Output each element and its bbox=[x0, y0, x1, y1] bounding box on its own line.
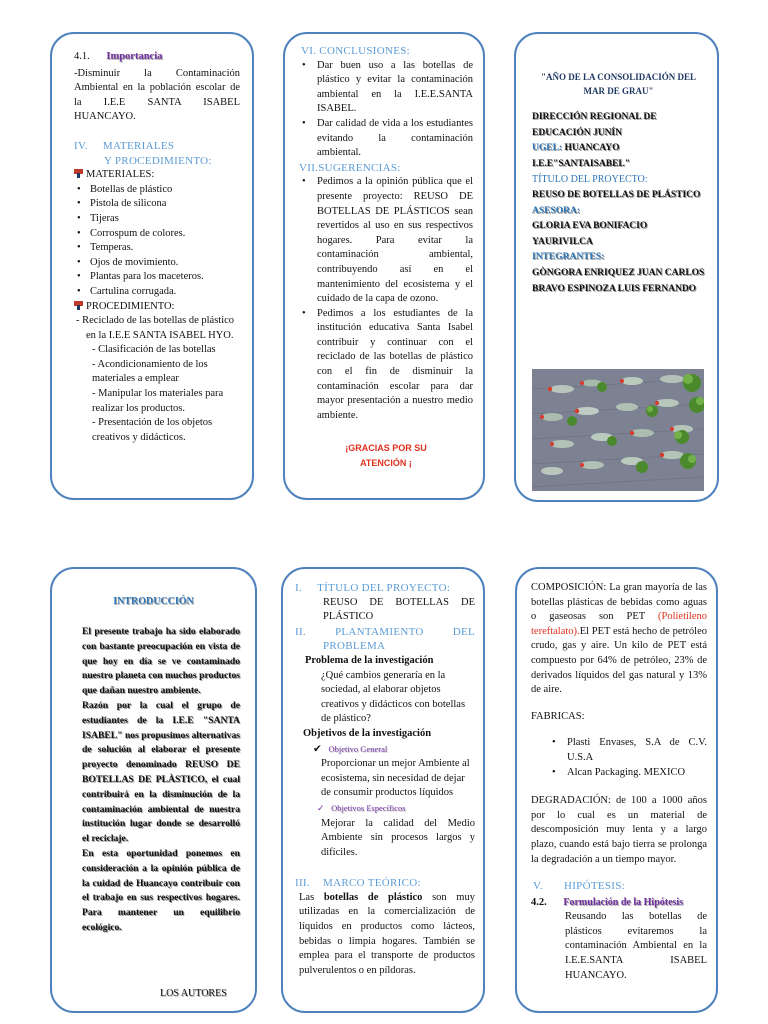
direccion-text: DIRECCIÓN REGIONAL DE EDUCACIÓN JUNÍN bbox=[532, 112, 657, 138]
anio-title: "AÑO DE LA CONSOLIDACIÓN DEL MAR DE GRAU" bbox=[540, 72, 697, 96]
section-number: 4.2. bbox=[531, 896, 547, 908]
introduccion-title: INTRODUCCIÓN bbox=[113, 596, 194, 607]
procedimiento-label-text: PROCEDIMIENTO: bbox=[86, 300, 175, 312]
planteamiento-heading bbox=[295, 625, 475, 640]
titulo-label: TÍTULO DEL PROYECTO: bbox=[317, 582, 451, 594]
gracias-line-2: ATENCIÓN ¡ bbox=[360, 458, 412, 469]
sugerencias-list bbox=[299, 175, 473, 423]
list-item: • Ojos de movimiento. bbox=[74, 256, 240, 271]
section-number: V. bbox=[533, 880, 543, 893]
composicion-b: El PET está hecho de petróleo crudo, gas y aire. Un kilo de PET está compuesto por 64% de petróleo, 23% de derivados líquidos del gas natural y 13% de aire. bbox=[531, 625, 707, 696]
importancia-text: -Disminuir la Contaminación Ambiental en la población escolar de la I.E.E SANTA ISABEL HUANCAYO. bbox=[74, 67, 240, 123]
asesora-label: ASESORA: bbox=[532, 205, 581, 216]
proc-main: - Reciclado de las botellas de plástico en la I.E.E SANTA ISABEL HYO. bbox=[76, 315, 235, 341]
materiales-label-text: MATERIALES: bbox=[86, 169, 155, 181]
gracias-text bbox=[299, 441, 473, 471]
marco-text bbox=[295, 891, 475, 979]
degradacion-text: DEGRADACIÓN: de 100 a 1000 años por lo cual es un material de descomposición muy lenta y a largo plazo, cuando está bajo tierra se prolonga la degradación a un tiempo mayor. bbox=[531, 795, 707, 865]
planteamiento-label-del: DEL bbox=[452, 625, 475, 638]
materiales-label bbox=[74, 168, 240, 183]
procedimiento-label bbox=[74, 300, 240, 315]
ugel-value: HUANCAYO bbox=[562, 143, 620, 154]
materiales-heading bbox=[74, 139, 240, 168]
list-item: • Pistola de silicona bbox=[74, 197, 240, 212]
list-item: • Alcan Packaging. MEXICO bbox=[549, 766, 707, 781]
list-item: • Tijeras bbox=[74, 212, 240, 227]
iee-text: I.E.E"SANTAISABEL" bbox=[532, 158, 631, 169]
gracias-line-1: ¡GRACIAS POR SU bbox=[345, 443, 427, 454]
bottle-wall-photo bbox=[532, 369, 704, 491]
checkmark-icon: ✔ bbox=[313, 743, 322, 755]
problema-text: ¿Qué cambios generaría en la sociedad, al elaborar objetos creativos y didácticos con botellas de plástico? bbox=[321, 669, 466, 725]
list-item: • Corrospum de colores. bbox=[74, 227, 240, 242]
fabricas-title: FABRICAS: bbox=[531, 710, 585, 722]
panel-importancia-materiales bbox=[50, 32, 254, 500]
list-item: • Botellas de plástico bbox=[74, 183, 240, 198]
marco-text-a: Las bbox=[299, 891, 324, 903]
list-item: • Plantas para los maceteros. bbox=[74, 270, 240, 285]
marco-heading bbox=[295, 876, 475, 891]
panel-composicion bbox=[515, 567, 718, 1013]
hipotesis-heading bbox=[531, 879, 707, 894]
sugerencias-title: VII.SUGERENCIAS: bbox=[299, 161, 401, 174]
conclusiones-title: VI. CONCLUSIONES: bbox=[301, 45, 410, 57]
list-item: • Pedimos a los estudiantes de la institución educativa Santa Isabel contribuir y continuar con el reciclado de las botellas de plástico con el fin de disminuir la contaminación escolar para dar mayor presentación a nuestro medio ambiente. bbox=[299, 307, 473, 424]
intro-para-3: En esta oportunidad ponemos en consideración a la opinión pública de la cuidad de Huancayo contribuir con el trabajo en sus respectivos hogares. Para mantener un equilibrio ecológico. bbox=[82, 847, 240, 933]
objetivos-title: Objetivos de la investigación bbox=[303, 727, 432, 739]
obj-general-row bbox=[295, 742, 475, 758]
formulacion-heading bbox=[531, 896, 707, 911]
list-item: • Pedimos a la opinión pública que el presente proyecto: REUSO DE BOTELLAS DE PLÁSTICOS sean revertidos al uso en sus respectivos hogares. Para evitar la contaminación ambiental, contribuyendo así en el mantenimiento del ecosistema y el cuidado de la capa de ozono. bbox=[299, 175, 473, 306]
importancia-title: Importancia bbox=[106, 51, 163, 62]
asesora-value: GLORIA EVA BONIFACIO YAURIVILCA bbox=[532, 221, 648, 247]
section-number: 4.1. bbox=[74, 51, 90, 62]
ugel-line bbox=[532, 141, 707, 157]
obj-especificos-label: Objetivos Específicos bbox=[331, 802, 406, 813]
problema-title: Problema de la investigación bbox=[305, 654, 434, 666]
hipotesis-label: HIPÓTESIS: bbox=[563, 880, 626, 893]
proc-step: - Acondicionamiento de los materiales a emplear bbox=[92, 358, 208, 385]
composicion-text bbox=[531, 581, 707, 698]
problema-label: PROBLEMA bbox=[323, 640, 386, 653]
section-number: III. bbox=[295, 877, 310, 890]
planteamiento-label: PLANTAMIENTO bbox=[335, 625, 424, 638]
marco-text-c: son muy utilizadas en la comercialización de líquidos en productos como lácteos, bebidas o limpia hogares. También se emplea para el transporte de productos pulverulentos o en píldoras. bbox=[299, 891, 475, 976]
autores-text: LOS AUTORES bbox=[160, 988, 227, 999]
section-number: II. bbox=[295, 625, 306, 638]
bottle-planters-image bbox=[532, 369, 704, 491]
integrante-1: GÒNGORA ENRIQUEZ JUAN CARLOS bbox=[532, 267, 705, 278]
composicion-red: (Polietileno tereftalato). bbox=[531, 611, 707, 637]
fabricas-list bbox=[531, 736, 707, 780]
procedimiento-title: Y PROCEDIMIENTO: bbox=[104, 154, 212, 167]
formulacion-label: Formulación de la Hipótesis bbox=[563, 896, 684, 908]
titulo-heading bbox=[295, 581, 475, 596]
proc-step: - Presentación de los objetos creativos y didácticos. bbox=[92, 417, 213, 443]
titulo-label: TÍTULO DEL PROYECTO: bbox=[532, 174, 648, 186]
obj-general-text: Proporcionar un mejor Ambiente al ecosistema, sin necesidad de dejar de consumir productos líquidos bbox=[321, 758, 470, 799]
composicion-a: COMPOSICIÓN: La gran mayoría de las botellas plásticas de bebidas como aguas o gaseosas son PET bbox=[531, 582, 707, 623]
intro-para-2: Razón por la cual el grupo de estudiantes de la I.E.E "SANTA ISABEL" nos propusimos alternativas de solución al elaborar el presente proyecto denominado REUSO DE BOTELLAS DE PLÀSTICO, el cual contribuirá en la disminución de la contaminación ambiental de nuestra institución lugar donde se desarrolló el reciclaje. bbox=[82, 699, 240, 845]
materiales-list bbox=[74, 183, 240, 300]
obj-especificos-text: Mejorar la calidad del Medio Ambiente sin procesos largos y difíciles. bbox=[321, 817, 475, 858]
ugel-label: UGEL: bbox=[532, 143, 563, 154]
section-number: IV. bbox=[74, 139, 88, 152]
intro-para-1: El presente trabajo ha sido elaborado con bastante preocupación en vista de que hoy en día se ve contaminado nuestro planeta con muchos productos que dañan nuestro ambiente. bbox=[82, 626, 240, 697]
flag-icon bbox=[74, 301, 83, 310]
panel-planteamiento bbox=[281, 567, 485, 1013]
obj-especificos-row bbox=[295, 801, 475, 817]
list-item: • Plasti Envases, S.A de C.V. U.S.A bbox=[549, 736, 707, 765]
proc-step: - Manipular los materiales para realizar los productos. bbox=[92, 388, 224, 414]
marco-text-bold: botellas de plástico bbox=[323, 891, 423, 903]
list-item: • Temperas. bbox=[74, 241, 240, 256]
titulo-value: REUSO DE BOTELLAS DE PLÁSTICO bbox=[532, 189, 701, 200]
importancia-heading bbox=[74, 50, 240, 65]
conclusiones-list bbox=[299, 59, 473, 161]
integrante-2: BRAVO ESPINOZA LUIS FERNANDO bbox=[532, 283, 697, 294]
list-item: • Dar buen uso a las botellas de plástico y evitar la contaminación ambiental en la I.E.E.SANTA ISABEL. bbox=[299, 59, 473, 117]
panel-introduccion bbox=[50, 567, 257, 1013]
obj-general-label: Objetivo General bbox=[328, 743, 388, 754]
section-number: I. bbox=[295, 582, 303, 594]
list-item: • Dar calidad de vida a los estudiantes evitando la contaminación ambiental. bbox=[299, 117, 473, 161]
checkmark-icon: ✓ bbox=[317, 802, 325, 813]
panel-cover bbox=[514, 32, 719, 502]
integrantes-label: INTEGRANTES: bbox=[532, 252, 605, 263]
proc-step: - Clasificación de las botellas bbox=[92, 344, 216, 356]
flag-icon bbox=[74, 169, 83, 178]
panel-conclusiones bbox=[283, 32, 485, 500]
marco-label: MARCO TEÓRICO: bbox=[323, 877, 421, 890]
list-item: • Cartulina corrugada. bbox=[74, 285, 240, 300]
formulacion-text: Reusando las botellas de plásticos evitaremos la contaminación Ambiental en la I.E.E.SANTA ISABEL HUANCAYO. bbox=[565, 911, 707, 981]
materiales-title: MATERIALES bbox=[102, 139, 175, 152]
titulo-value: REUSO DE BOTELLAS DE PLÁSTICO bbox=[323, 596, 475, 623]
